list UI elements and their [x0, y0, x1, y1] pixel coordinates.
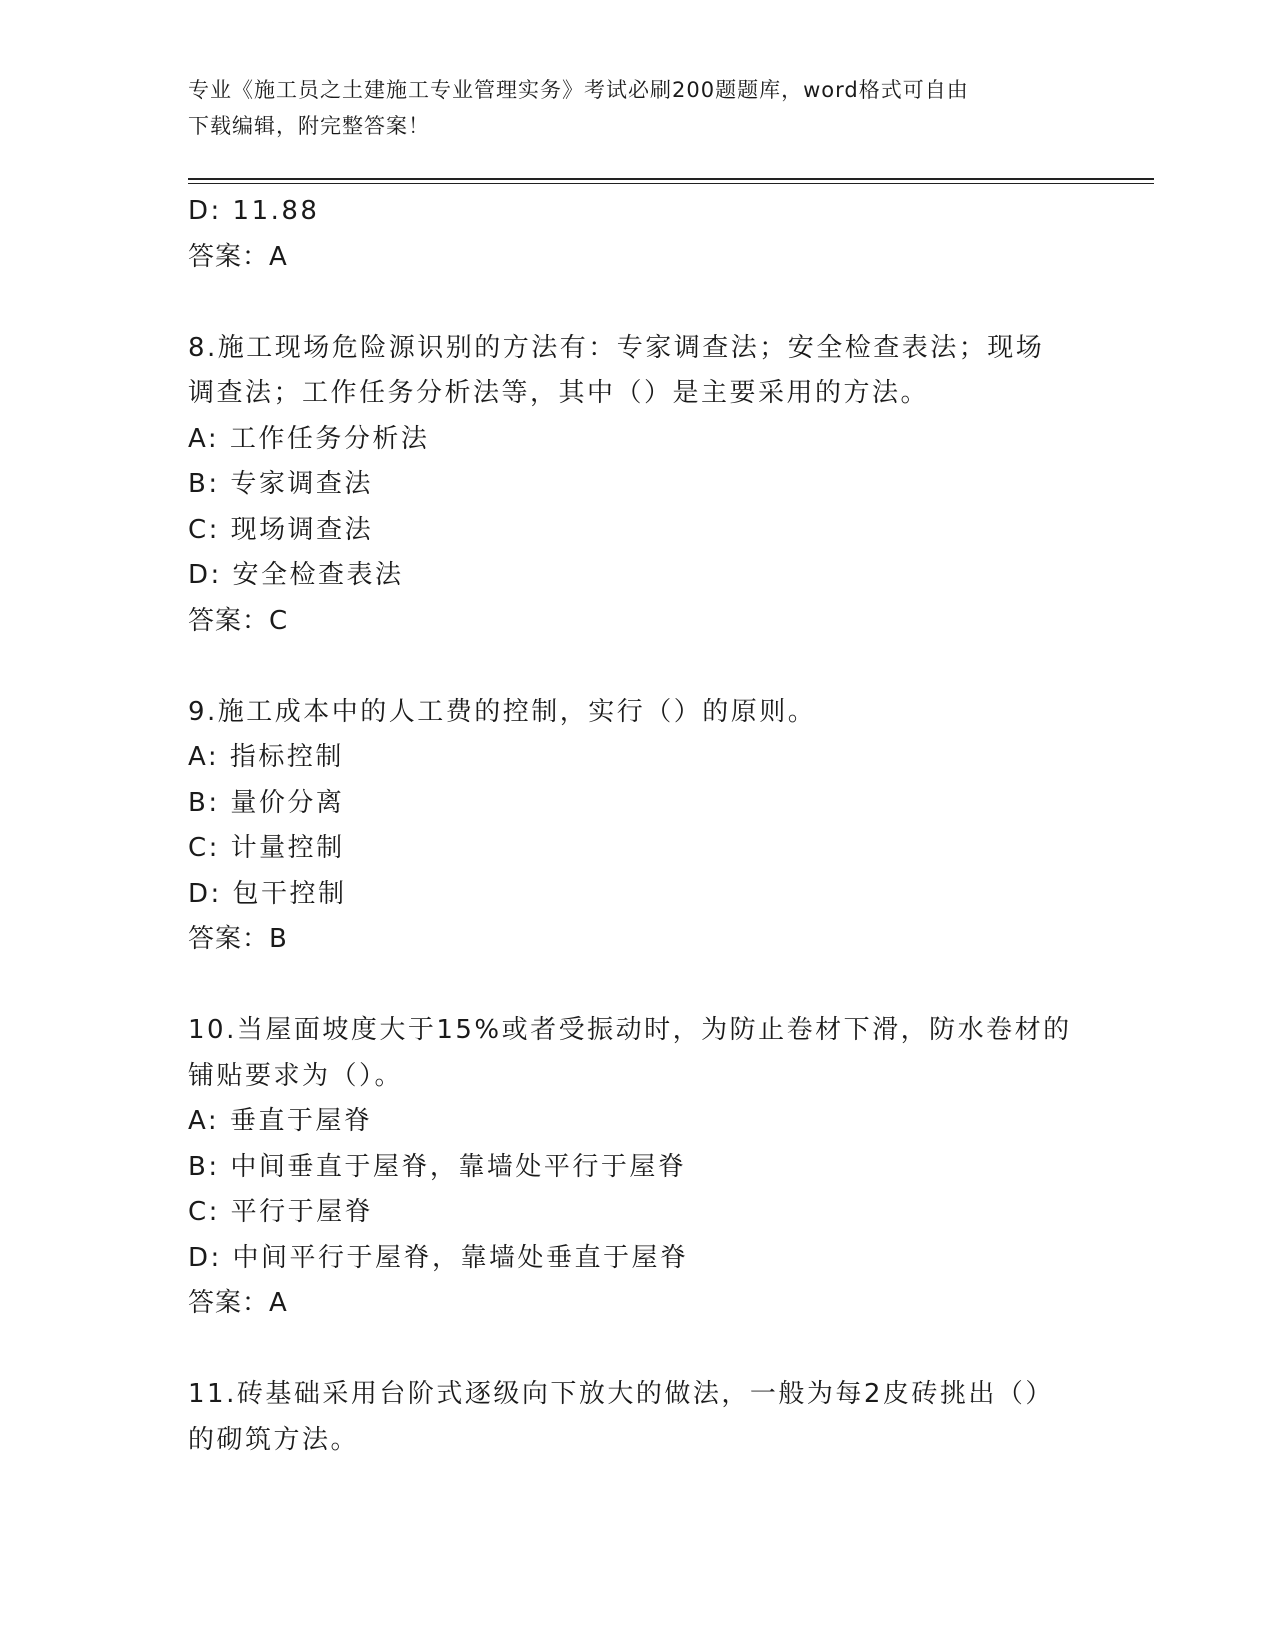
header-divider [188, 178, 1154, 180]
answer: 答案：C [188, 605, 289, 636]
option-b: B: 量价分离 [188, 787, 345, 818]
question-stem-cont: 调查法；工作任务分析法等，其中（）是主要采用的方法。 [188, 378, 930, 408]
option-a: A: 指标控制 [188, 742, 344, 772]
answer: 答案：A [188, 1288, 288, 1318]
question-stem: 10.当屋面坡度大于15%或者受振动时，为防止卷材下滑，防水卷材的 [188, 1015, 1072, 1045]
option-a: A: 工作任务分析法 [188, 423, 430, 454]
question-11 [188, 1372, 1088, 1463]
option-d: D: 中间平行于屋脊，靠墙处垂直于屋脊 [188, 1242, 689, 1273]
option-b: B: 中间垂直于屋脊，靠墙处平行于屋脊 [188, 1151, 687, 1182]
question-8 [188, 326, 1088, 645]
question-list [188, 189, 1088, 1463]
header-divider-thin [188, 183, 1154, 184]
answer: 答案：A [188, 241, 288, 272]
question-stem: 11.砖基础采用台阶式逐级向下放大的做法，一般为每2皮砖挑出（） [188, 1379, 1054, 1409]
document-header [188, 72, 1068, 144]
header-line-2: 下载编辑，附完整答案！ [188, 114, 430, 138]
option-b: B: 专家调查法 [188, 469, 373, 499]
question-stem-cont: 铺贴要求为（）。 [188, 1060, 404, 1091]
option-d: D: 安全检查表法 [188, 560, 404, 590]
option-c: C: 平行于屋脊 [188, 1197, 374, 1227]
option-c: C: 计量控制 [188, 833, 345, 863]
option-c: C: 现场调查法 [188, 514, 374, 545]
option-d: D: 11.88 [188, 196, 320, 226]
question-stem: 8.施工现场危险源识别的方法有：专家调查法；安全检查表法；现场 [188, 332, 1045, 363]
option-a: A: 垂直于屋脊 [188, 1106, 373, 1136]
answer: 答案：B [188, 924, 288, 954]
question-10 [188, 1008, 1088, 1327]
question-9 [188, 690, 1088, 963]
question-stem: 9.施工成本中的人工费的控制，实行（）的原则。 [188, 696, 817, 727]
option-d: D: 包干控制 [188, 878, 347, 909]
header-line-1: 专业《施工员之土建施工专业管理实务》考试必刷200题题库，word格式可自由 [188, 78, 969, 102]
question-stem-cont: 的砌筑方法。 [188, 1424, 360, 1455]
